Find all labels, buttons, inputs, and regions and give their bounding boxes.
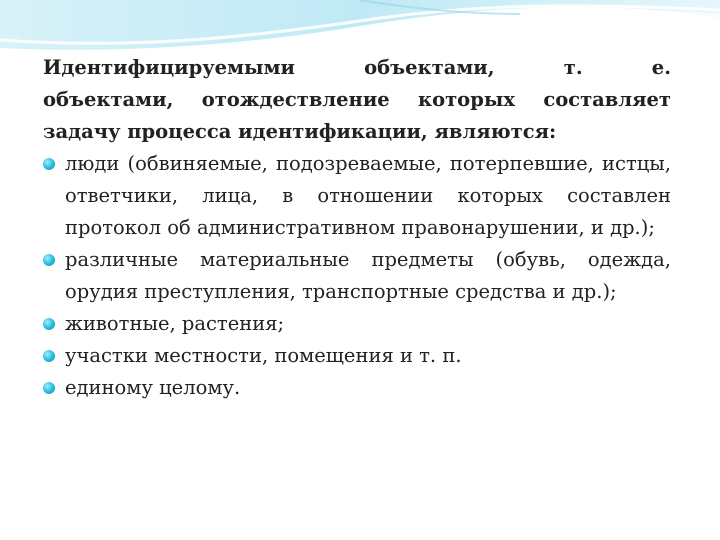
intro-paragraph	[43, 52, 671, 148]
bullet-text: люди (обвиняемые, подозреваемые, потерпевшие, истцы, ответчики, лица, в отношении которых составлен протокол об административном правонарушении, и др.);	[65, 152, 671, 239]
intro-rest: объектами, отождествление которых составляет задачу процесса идентификации, являются:	[43, 88, 671, 143]
slide-body	[43, 52, 671, 404]
bullet-text: единому целому.	[65, 376, 241, 399]
bullet-text: различные материальные предметы (обувь, одежда, орудия преступления, транспортные средства и др.);	[65, 248, 671, 303]
bullet-dot-icon	[43, 158, 55, 170]
bullet-text: участки местности, помещения и т. п.	[65, 344, 462, 367]
bullet-dot-icon	[43, 382, 55, 394]
bullet-dot-icon	[43, 318, 55, 330]
bullet-item-people	[43, 148, 671, 244]
bullet-text: животные, растения;	[65, 312, 285, 335]
bullet-item-animals	[43, 308, 671, 340]
bullet-dot-icon	[43, 254, 55, 266]
bullet-list	[43, 148, 671, 404]
bullet-item-whole	[43, 372, 671, 404]
bullet-item-places	[43, 340, 671, 372]
intro-first-line: Идентифицируемыми объектами, т. е.	[43, 56, 671, 79]
bullet-item-objects	[43, 244, 671, 308]
bullet-dot-icon	[43, 350, 55, 362]
